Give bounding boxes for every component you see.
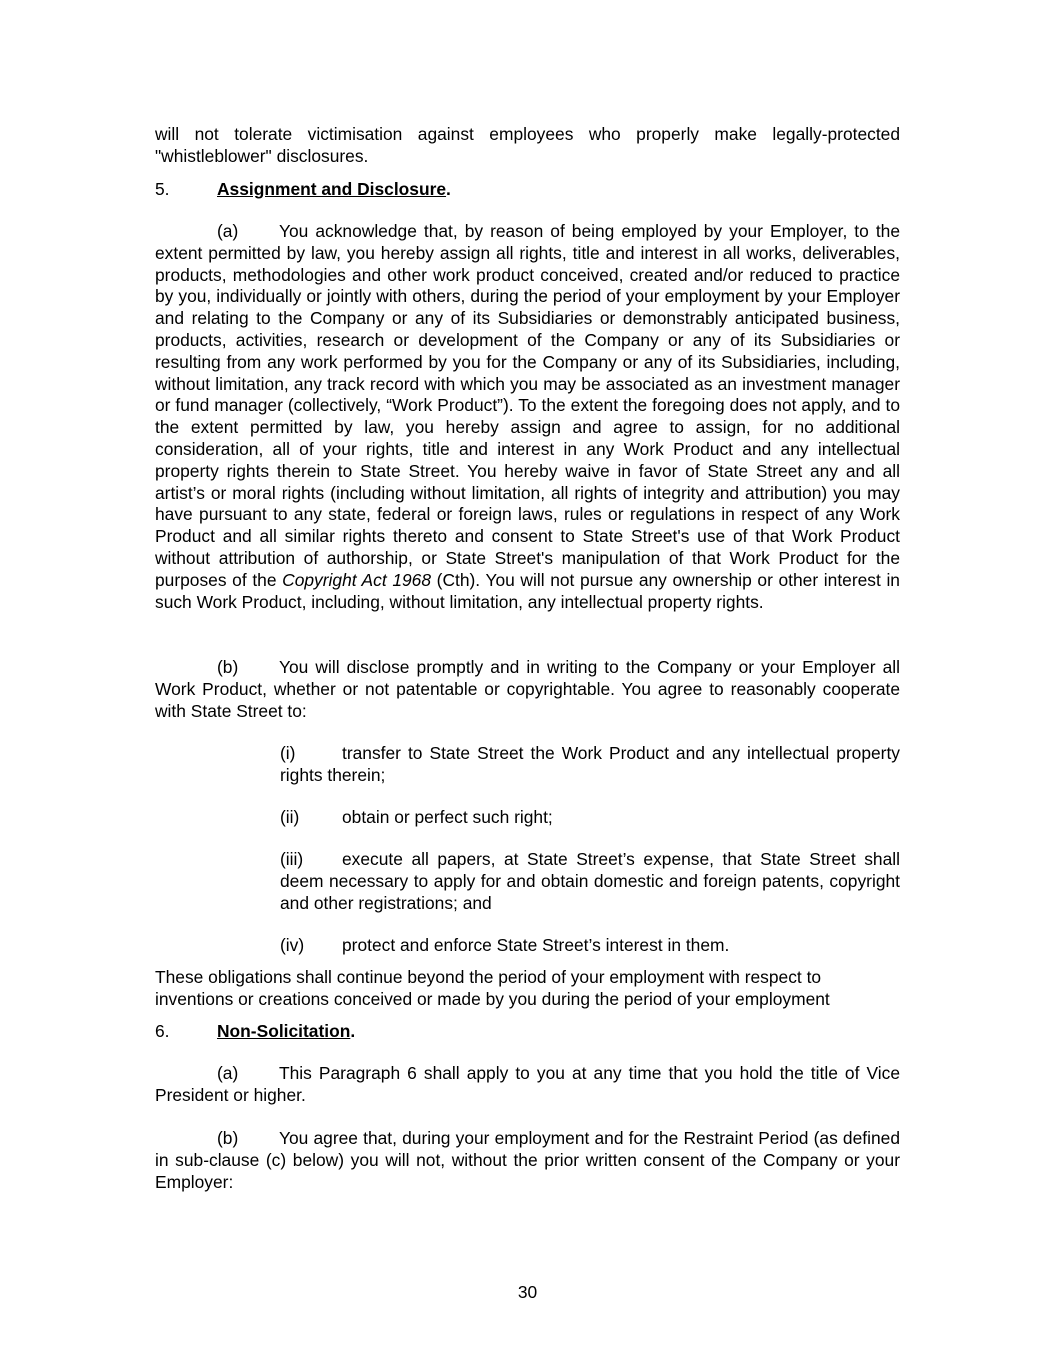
list-item-label: (iii) [280,849,304,869]
section-5-closing-text: These obligations shall continue beyond the period of your employment with respect to inventions or creations conceived or made by you during the period of your employment [155,967,830,1009]
section-5-closing [155,967,900,1011]
section-6a-paragraph [155,1063,900,1107]
list-item-text: transfer to State Street the Work Product and any intellectual property rights therein; [280,743,900,785]
section-5-title: Assignment and Disclosure. [217,179,451,199]
section-5-number: 5. [155,179,170,199]
section-5a-label: (a) [217,221,239,241]
list-item-text: obtain or perfect such right; [342,807,553,827]
list-item-text: protect and enforce State Street’s interest in them. [342,935,730,955]
list-item [280,935,900,957]
section-6a-label: (a) [217,1063,239,1083]
section-5b-label: (b) [217,657,239,677]
section-6-number: 6. [155,1021,170,1041]
section-5a-text-1: You acknowledge that, by reason of being employed by your Employer, to the extent permitted by law, you hereby assign all rights, title and interest in all works, deliverables, products, methodologies and other work product conceived, created and/or reduced to practice by you, individually or jointly with others, during the period of your employment by your Employer and relating to the Company or any of its Subsidiaries or demonstrably anticipated business, products, activities, research or development of the Company or any of its Subsidiaries or resulting from any work performed by you for the Company or any of its Subsidiaries, including, without limitation, any track record with which you may be associated as an investment manager or fund manager (collectively, “Work Product”). To the extent the foregoing does not apply, and to the extent permitted by law, you hereby assign and agree to assign, for no additional consideration, all of your rights, title and interest in any Work Product and any intellectual property rights therein to State Street. You hereby waive in favor of State Street any and all artist’s or moral rights (including without limitation, all rights of integrity and attribution) you may have pursuant to any state, federal or foreign laws, rules or regulations in respect of any Work Product and all similar rights thereto and consent to State Street's use of that Work Product without attribution of authorship, or State Street's manipulation of that Work Product for the purposes of the [155,221,900,590]
section-6a-text: This Paragraph 6 shall apply to you at any time that you hold the title of Vice President or higher. [155,1063,900,1105]
section-6-heading [155,1021,900,1043]
list-item [280,743,900,787]
list-item [280,849,900,914]
section-5a-text-2: (Cth). You will not pursue any ownership or other interest in such Work Product, including, without limitation, any intellectual property rights. [155,569,900,612]
section-6b-text: You agree that, during your employment and for the Restraint Period (as defined in sub-clause (c) below) you will not, without the prior written consent of the Company or your Employer: [155,1128,900,1192]
section-6b-paragraph [155,1128,900,1193]
section-5a-paragraph [155,221,900,613]
section-5b-paragraph [155,657,900,722]
section-6-title: Non-Solicitation. [217,1021,356,1041]
list-item-text: execute all papers, at State Street’s expense, that State Street shall deem necessary to apply for and obtain domestic and foreign patents, copyright and other registrations; and [280,849,900,913]
section-6b-label: (b) [217,1128,239,1148]
list-item-label: (i) [280,743,296,763]
copyright-act-name: Copyright Act 1968 [282,569,432,590]
section-5-heading [155,179,900,201]
section-5b-text: You will disclose promptly and in writing to the Company or your Employer all Work Product, whether or not patentable or copyrightable. You agree to reasonably cooperate with State Street to: [155,657,900,721]
intro-tail-text: will not tolerate victimisation against employees who properly make legally-protected "whistleblower" disclosures. [155,124,900,166]
list-item-label: (ii) [280,807,300,827]
page-number: 30 [517,1282,538,1302]
list-item [280,807,900,829]
list-item-label: (iv) [280,935,305,955]
intro-paragraph [155,124,900,168]
